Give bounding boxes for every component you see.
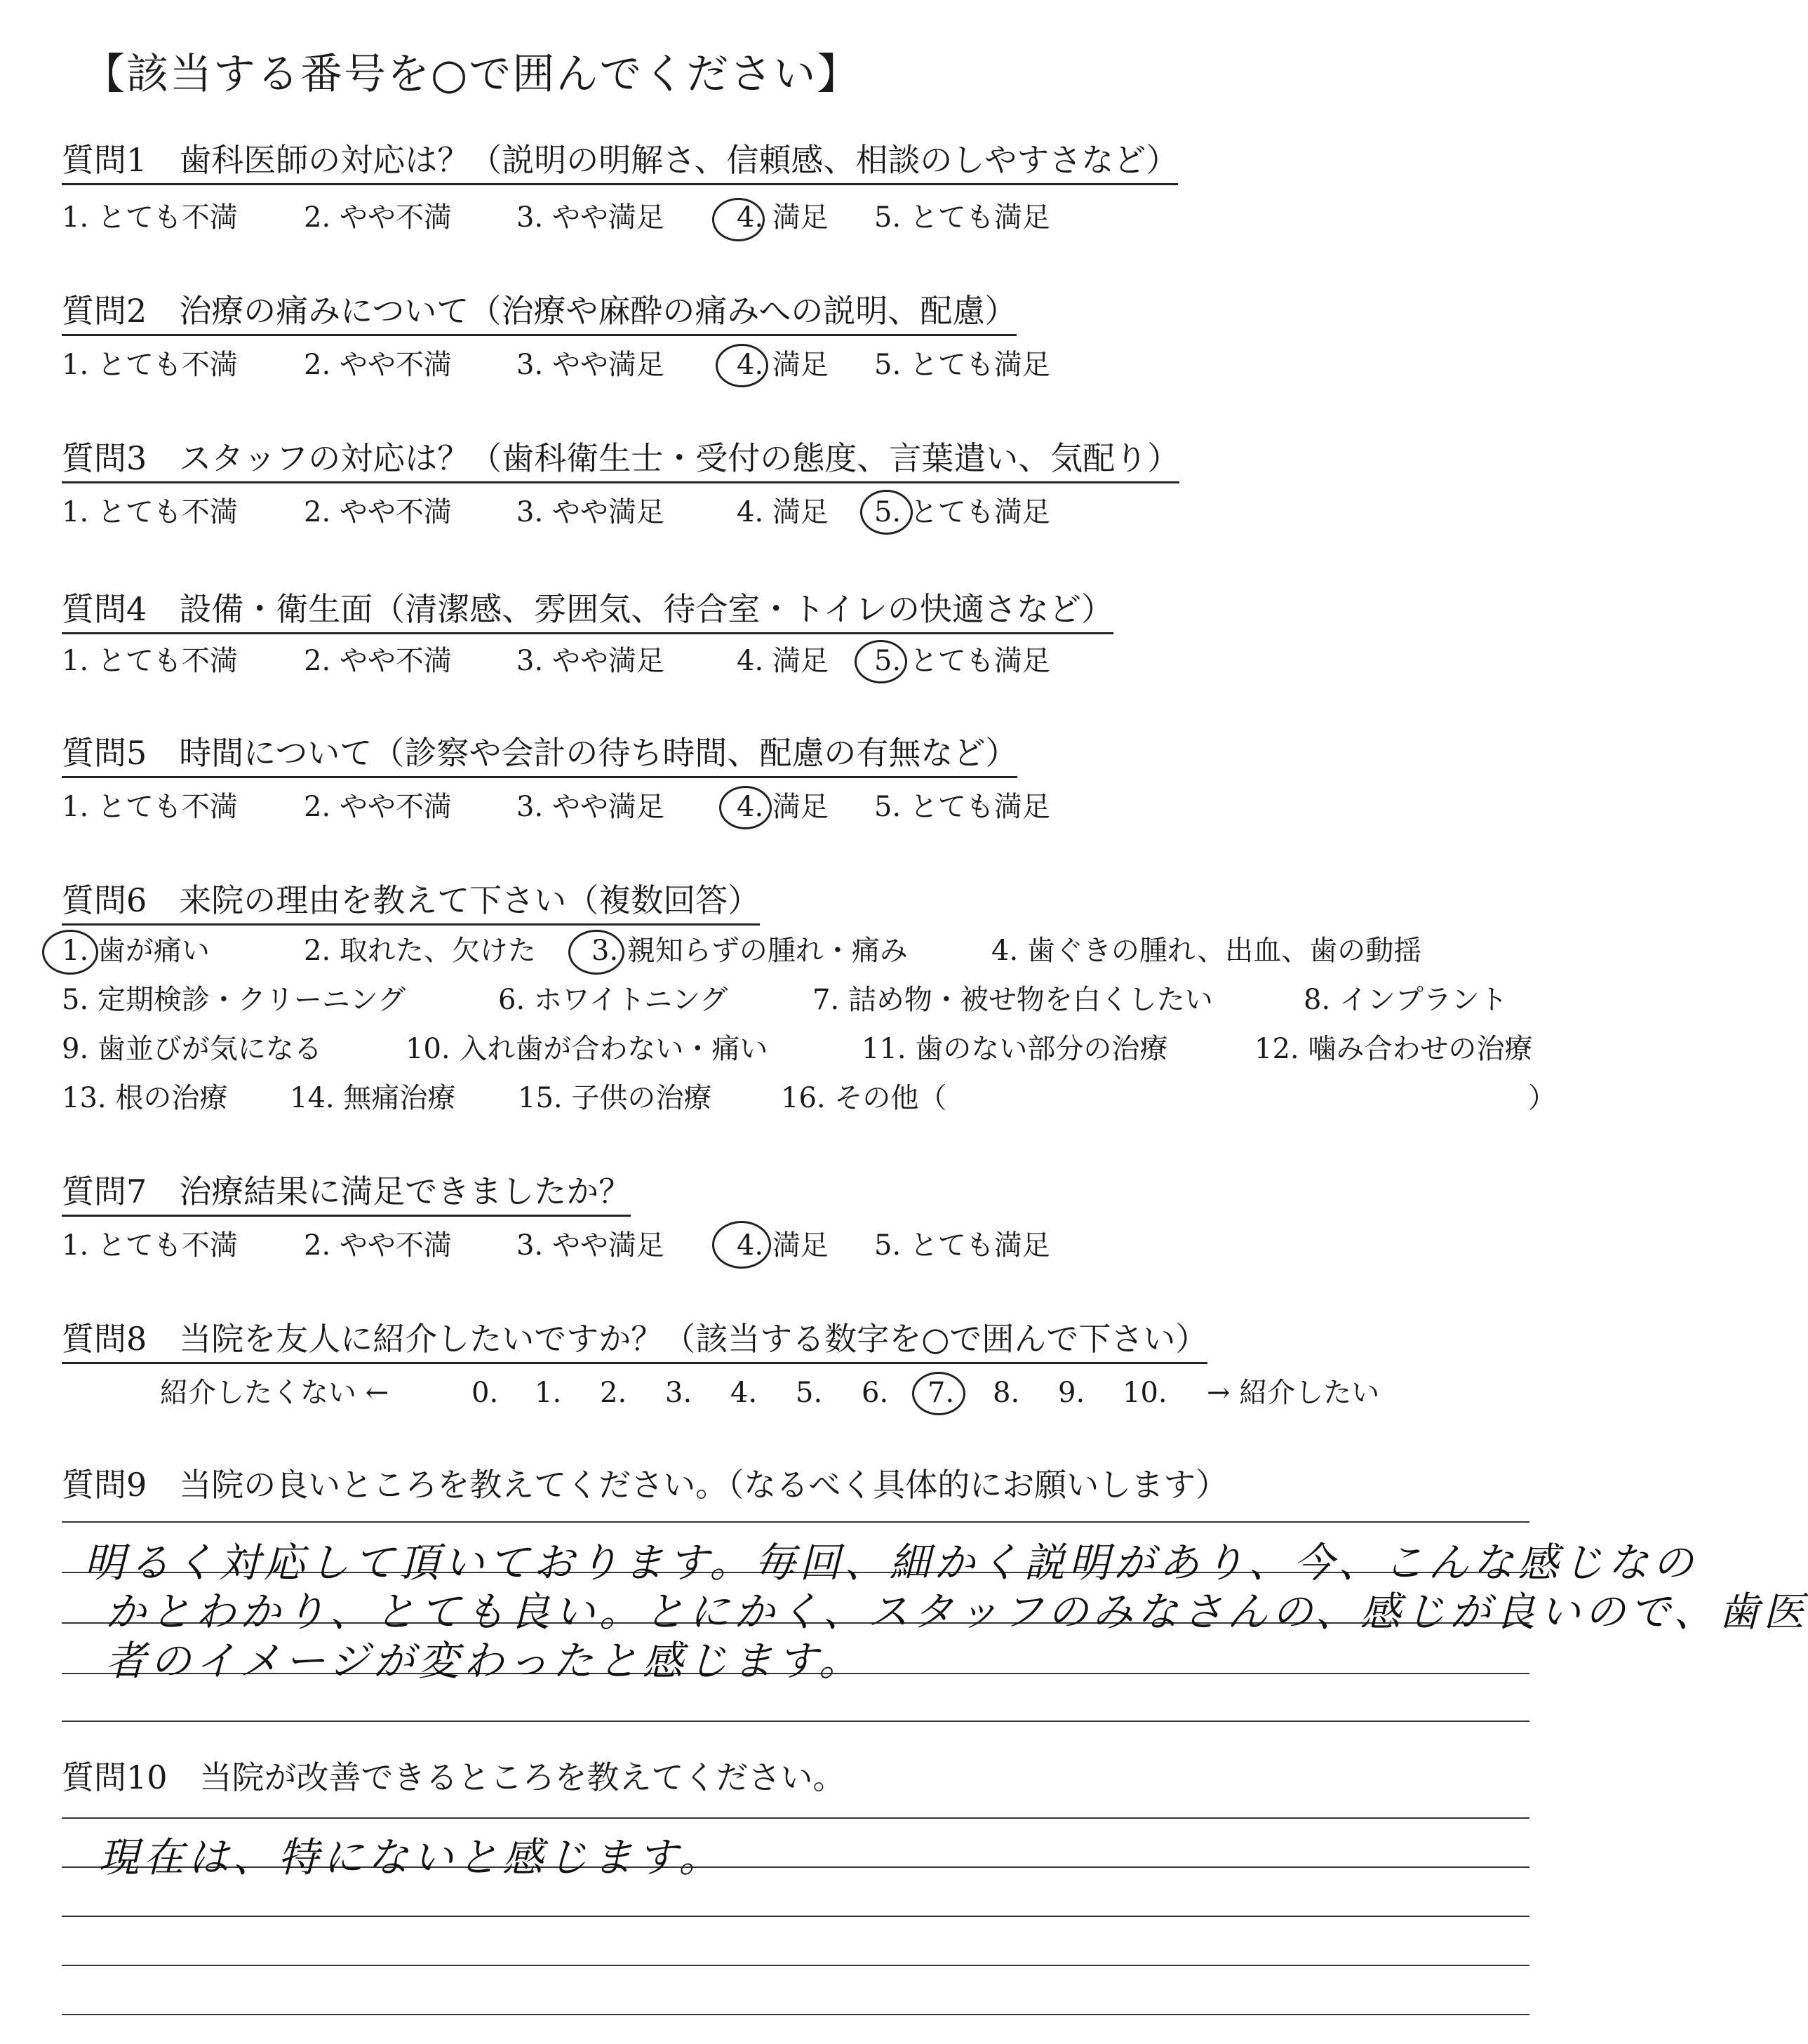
option-5[interactable]: 5. とても満足 [874, 496, 1050, 528]
answer-circle-mark [712, 1221, 771, 1269]
recommend-0[interactable]: 0. [471, 1377, 499, 1409]
recommend-3[interactable]: 3. [665, 1377, 692, 1409]
recommend-scale [0, 1372, 1616, 1414]
answer-circle-mark [719, 786, 772, 829]
question-7-heading: 質問7 治療結果に満足できましたか？ [62, 1168, 631, 1217]
recommend-9[interactable]: 9. [1058, 1377, 1085, 1409]
question-3-heading: 質問3 スタッフの対応は？（歯科衛生士・受付の態度、言葉遣い、気配り） [62, 435, 1179, 483]
answer-circle-mark [716, 344, 768, 387]
recommend-5[interactable]: 5. [796, 1377, 823, 1409]
question-1-heading: 質問1 歯科医師の対応は？（説明の明解さ、信頼感、相談のしやすさなど） [62, 137, 1178, 185]
page-title: 【該当する番号を○で囲んでください】 [83, 50, 861, 99]
option-2[interactable]: 2. やや不満 [304, 349, 452, 381]
answer-line [62, 1916, 1529, 1917]
question-6-heading: 質問6 来院の理由を教えて下さい（複数回答） [62, 877, 760, 926]
answer-line [62, 1721, 1529, 1722]
reason-option-14[interactable]: 14. 無痛治療 [290, 1082, 456, 1114]
option-2[interactable]: 2. やや不満 [304, 496, 452, 528]
option-3[interactable]: 3. やや満足 [516, 1229, 664, 1262]
question-10-heading: 質問10 当院が改善できるところを教えてください。 [62, 1758, 845, 1796]
answer-circle-mark [860, 490, 913, 535]
question-4-heading: 質問4 設備・衛生面（清潔感、雰囲気、待合室・トイレの快適さなど） [62, 586, 1113, 634]
reason-other-close-paren: ） [1528, 1082, 1556, 1114]
option-4[interactable]: 4. 満足 [737, 201, 829, 234]
option-2[interactable]: 2. やや不満 [304, 791, 452, 823]
option-3[interactable]: 3. やや満足 [516, 496, 664, 528]
reason-option-4[interactable]: 4. 歯ぐきの腫れ、出血、歯の動揺 [991, 935, 1422, 967]
option-2[interactable]: 2. やや不満 [304, 201, 452, 234]
reason-option-1[interactable]: 1. 歯が痛い [62, 935, 210, 967]
option-1[interactable]: 1. とても不満 [62, 645, 238, 677]
option-5[interactable]: 5. とても満足 [874, 201, 1050, 234]
option-5[interactable]: 5. とても満足 [874, 1229, 1050, 1262]
option-1[interactable]: 1. とても不満 [62, 496, 238, 528]
reason-option-12[interactable]: 12. 噛み合わせの治療 [1254, 1033, 1533, 1065]
answer-circle-mark [42, 930, 98, 975]
answer-line [62, 1965, 1529, 1966]
option-3[interactable]: 3. やや満足 [516, 645, 664, 677]
reason-option-11[interactable]: 11. 歯のない部分の治療 [862, 1033, 1168, 1065]
answer-line [62, 1817, 1529, 1819]
recommend-4[interactable]: 4. [730, 1377, 758, 1409]
option-1[interactable]: 1. とても不満 [62, 349, 238, 381]
reason-option-6[interactable]: 6. ホワイトニング [498, 984, 728, 1016]
answer-circle-mark [912, 1372, 965, 1415]
option-4[interactable]: 4. 満足 [737, 496, 829, 528]
handwritten-answer-line-3: 者のイメージが変わったと感じます。 [105, 1637, 864, 1685]
reason-option-2[interactable]: 2. 取れた、欠けた [304, 935, 536, 967]
answer-circle-mark [855, 640, 907, 683]
handwritten-answer-line-1: 明るく対応して頂いております。毎回、細かく説明があり、今、こんな感じなの [84, 1539, 1698, 1587]
option-3[interactable]: 3. やや満足 [516, 791, 664, 823]
option-1[interactable]: 1. とても不満 [62, 1229, 238, 1262]
option-5[interactable]: 5. とても満足 [874, 349, 1050, 381]
recommend-10[interactable]: 10. [1123, 1377, 1167, 1409]
option-1[interactable]: 1. とても不満 [62, 201, 238, 234]
recommend-1[interactable]: 1. [535, 1377, 562, 1409]
option-5[interactable]: 5. とても満足 [874, 791, 1050, 823]
option-4[interactable]: 4. 満足 [737, 645, 829, 677]
answer-circle-mark [568, 930, 624, 975]
recommend-7[interactable]: 7. [928, 1377, 955, 1409]
reason-option-13[interactable]: 13. 根の治療 [62, 1082, 228, 1114]
question-2-heading: 質問2 治療の痛みについて（治療や麻酔の痛みへの説明、配慮） [62, 288, 1017, 336]
option-4[interactable]: 4. 満足 [737, 349, 829, 381]
question-9-heading: 質問9 当院の良いところを教えてください。（なるべく具体的にお願いします） [62, 1466, 1228, 1504]
recommend-left-label: 紹介したくない ← [160, 1377, 389, 1409]
option-3[interactable]: 3. やや満足 [516, 201, 664, 234]
recommend-2[interactable]: 2. [600, 1377, 627, 1409]
option-4[interactable]: 4. 満足 [737, 791, 829, 823]
question-5-heading: 質問5 時間について（診察や会計の待ち時間、配慮の有無など） [62, 730, 1017, 778]
reason-option-15[interactable]: 15. 子供の治療 [518, 1082, 712, 1114]
answer-circle-mark [712, 198, 765, 241]
answer-line [62, 2014, 1529, 2015]
handwritten-answer-line-1: 現在は、特にないと感じます。 [98, 1833, 724, 1881]
answer-line [62, 1521, 1529, 1523]
option-2[interactable]: 2. やや不満 [304, 1229, 452, 1262]
recommend-6[interactable]: 6. [862, 1377, 889, 1409]
reason-option-8[interactable]: 8. インプラント [1304, 984, 1508, 1016]
option-1[interactable]: 1. とても不満 [62, 791, 238, 823]
recommend-8[interactable]: 8. [993, 1377, 1020, 1409]
reason-option-5[interactable]: 5. 定期検診・クリーニング [62, 984, 406, 1016]
question-8-heading: 質問8 当院を友人に紹介したいですか？（該当する数字を○で囲んで下さい） [62, 1316, 1207, 1364]
option-2[interactable]: 2. やや不満 [304, 645, 452, 677]
option-4[interactable]: 4. 満足 [737, 1229, 829, 1262]
recommend-right-label: → 紹介したい [1207, 1377, 1380, 1409]
reason-option-3[interactable]: 3. 親知らずの腫れ・痛み [591, 935, 908, 967]
handwritten-answer-line-2: かとわかり、とても良い。とにかく、スタッフのみなさんの、感じが良いので、歯医 [105, 1588, 1808, 1636]
reason-option-7[interactable]: 7. 詰め物・被せ物を白くしたい [812, 984, 1213, 1016]
reason-option-9[interactable]: 9. 歯並びが気になる [62, 1033, 322, 1065]
option-5[interactable]: 5. とても満足 [874, 645, 1050, 677]
reason-option-16[interactable]: 16. その他（ [781, 1082, 947, 1114]
option-3[interactable]: 3. やや満足 [516, 349, 664, 381]
reason-option-10[interactable]: 10. 入れ歯が合わない・痛い [406, 1033, 768, 1065]
